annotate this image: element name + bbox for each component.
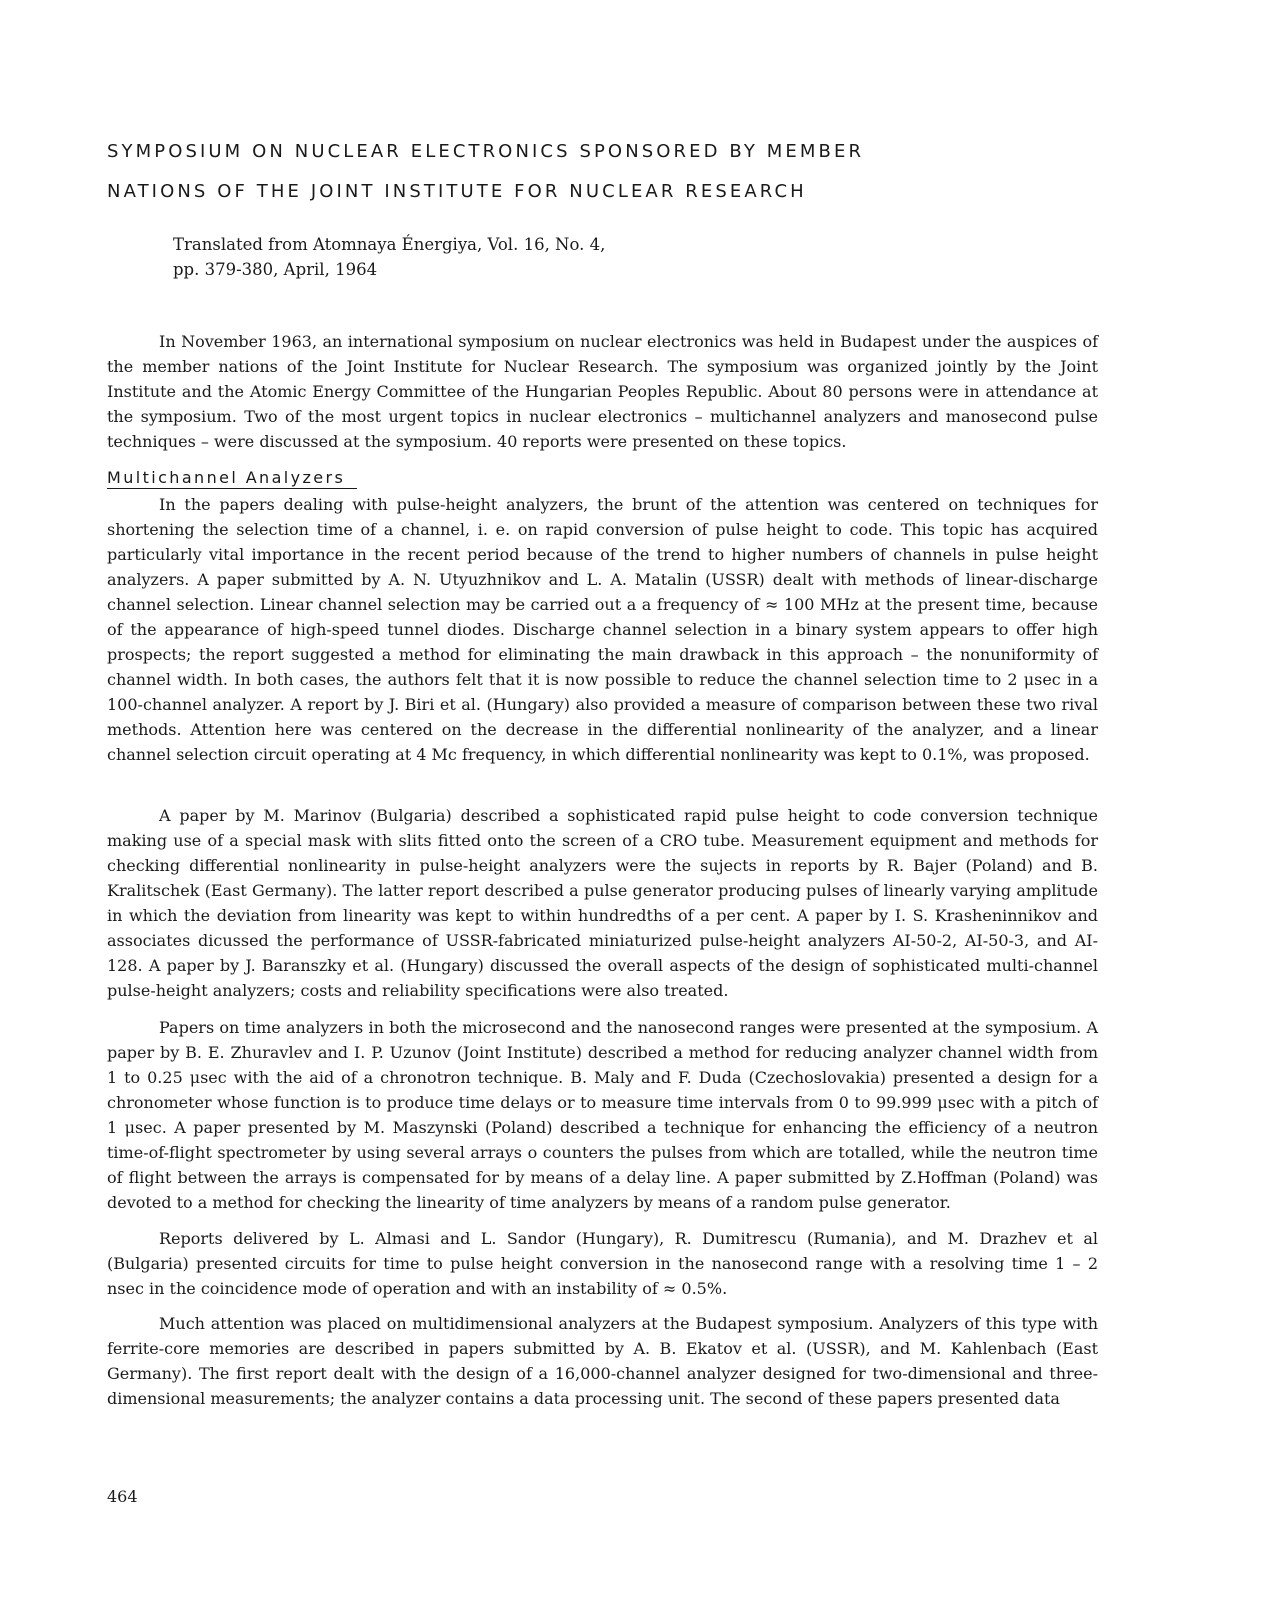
- article-title-line-1: SYMPOSIUM ON NUCLEAR ELECTRONICS SPONSORED BY MEMBER: [107, 141, 865, 162]
- body-paragraph-4: Reports delivered by L. Almasi and L. Sandor (Hungary), R. Dumitrescu (Rumania), and M. Drazhev et al (Bulgaria) presented circuits for time to pulse height conversion in the nanosecond range with a resolving time 1 – 2 nsec in the coincidence mode of operation and with an instability of ≈ 0.5%.: [107, 1229, 1098, 1298]
- body-paragraph-1: In the papers dealing with pulse-height analyzers, the brunt of the attention was centered on techniques for shortening the selection time of a channel, i. e. on rapid conversion of pulse height to code. This topic has acquired particularly vital importance in the recent period because of the trend to higher numbers of channels in pulse height analyzers. A paper submitted by A. N. Utyuzhnikov and L. A. Matalin (USSR) dealt with methods of linear-discharge channel selection. Linear channel selection may be carried out a a frequency of ≈ 100 MHz at the present time, because of the appearance of high-speed tunnel diodes. Discharge channel selection in a binary system appears to offer high prospects; the report suggested a method for eliminating the main drawback in this approach – the nonuniformity of channel width. In both cases, the authors felt that it is now possible to reduce the channel selection time to 2 μsec in a 100-channel analyzer. A report by J. Biri et al. (Hungary) also provided a measure of comparison between these two rival methods. Attention here was centered on the decrease in the differential nonlinearity of the analyzer, and a linear channel selection circuit operating at 4 Mc frequency, in which differential nonlinearity was kept to 0.1%, was proposed.: [107, 495, 1098, 764]
- page-number: 464: [107, 1487, 138, 1506]
- body-paragraph-2: A paper by M. Marinov (Bulgaria) described a sophisticated rapid pulse height to code conversion technique making use of a special mask with slits fitted onto the screen of a CRO tube. Measurement equipment and methods for checking differential nonlinearity in pulse-height analyzers were the sujects in reports by R. Bajer (Poland) and B. Kralitschek (East Germany). The latter report described a pulse generator producing pulses of linearly varying amplitude in which the deviation from linearity was kept to within hundredths of a per cent. A paper by I. S. Krasheninnikov and associates dicussed the performance of USSR-fabricated miniaturized pulse-height analyzers AI-50-2, AI-50-3, and AI-128. A paper by J. Baranszky et al. (Hungary) discussed the overall aspects of the design of sophisticated multi-channel pulse-height analyzers; costs and reliability specifications were also treated.: [107, 806, 1098, 1000]
- article-title-line-2: NATIONS OF THE JOINT INSTITUTE FOR NUCLEAR RESEARCH: [107, 181, 807, 202]
- source-citation: [173, 232, 605, 282]
- source-citation-line-1: Translated from Atomnaya Énergiya, Vol. 16, No. 4,: [173, 235, 606, 254]
- body-paragraph-3: Papers on time analyzers in both the microsecond and the nanosecond ranges were presented at the symposium. A paper by B. E. Zhuravlev and I. P. Uzunov (Joint Institute) described a method for reducing analyzer channel width from 1 to 0.25 μsec with the aid of a chronotron technique. B. Maly and F. Duda (Czechoslovakia) presented a design for a chronometer whose function is to produce time delays or to measure time intervals from 0 to 99.999 μsec with a pitch of 1 μsec. A paper presented by M. Maszynski (Poland) described a technique for enhancing the efficiency of a neutron time-of-flight spectrometer by using several arrays o counters the pulses from which are totalled, while the neutron time of flight between the arrays is compensated for by means of a delay line. A paper submitted by Z.Hoffman (Poland) was devoted to a method for checking the linearity of time analyzers by means of a random pulse generator.: [107, 1018, 1098, 1212]
- section-heading-multichannel-analyzers: Multichannel Analyzers: [107, 468, 357, 489]
- body-paragraph-5: Much attention was placed on multidimensional analyzers at the Budapest symposium. Analyzers of this type with ferrite-core memories are described in papers submitted by A. B. Ekatov et al. (USSR), and M. Kahlenbach (East Germany). The first report dealt with the design of a 16,000-channel analyzer designed for two-dimensional and three-dimensional measurements; the analyzer contains a data processing unit. The second of these papers presented data: [107, 1314, 1098, 1408]
- intro-paragraph: In November 1963, an international symposium on nuclear electronics was held in Budapest under the auspices of the member nations of the Joint Institute for Nuclear Research. The symposium was organized jointly by the Joint Institute and the Atomic Energy Committee of the Hungarian Peoples Republic. About 80 persons were in attendance at the symposium. Two of the most urgent topics in nuclear electronics – multichannel analyzers and manosecond pulse techniques – were discussed at the symposium. 40 reports were presented on these topics.: [107, 332, 1098, 451]
- source-citation-line-2: pp. 379-380, April, 1964: [173, 260, 378, 279]
